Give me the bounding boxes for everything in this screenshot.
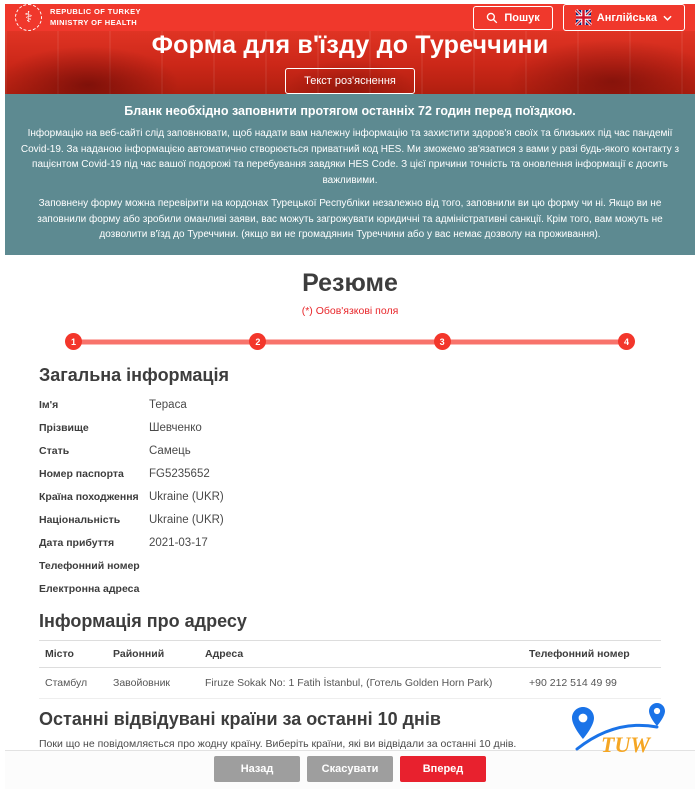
- field-row-passport-number: [39, 463, 661, 486]
- step-2[interactable]: 2: [249, 333, 266, 350]
- brand-line1: REPUBLIC OF TURKEY: [50, 7, 141, 17]
- topbar-actions: [473, 4, 685, 31]
- step-1[interactable]: 1: [65, 333, 82, 350]
- column-header-city: Місто: [39, 640, 107, 667]
- column-header-district: Районний: [107, 640, 199, 667]
- search-button[interactable]: [473, 6, 552, 30]
- field-value: Шевченко: [149, 422, 202, 434]
- required-fields-note: (*) Обов'язкові поля: [301, 304, 399, 317]
- language-label: Англійська: [596, 11, 657, 24]
- notice-banner: [5, 94, 695, 255]
- address-info-title: Інформація про адресу: [39, 610, 247, 631]
- field-label: Телефонний номер: [39, 560, 140, 572]
- search-icon: [486, 12, 498, 24]
- field-label: Національність: [39, 514, 121, 526]
- cell-district: Завойовник: [107, 667, 199, 698]
- field-row-nationality: [39, 509, 661, 532]
- main-content: [5, 255, 695, 757]
- field-label: Дата прибуття: [39, 537, 115, 549]
- ministry-of-health-logo-icon: ⚕: [15, 4, 42, 31]
- notice-title: Бланк необхідно заповнити протягом останніх 72 годин перед поїздкою.: [124, 104, 576, 118]
- tuw-logo: [563, 703, 671, 760]
- cell-address: Firuze Sokak No: 1 Fatih İstanbul, (Готель Golden Horn Park): [199, 667, 523, 698]
- language-selector[interactable]: [563, 4, 685, 31]
- column-header-phone: Телефонний номер: [523, 640, 661, 667]
- step-4[interactable]: 4: [618, 333, 635, 350]
- field-row-phone-number: [39, 555, 661, 578]
- tuw-logo-icon: [563, 703, 671, 755]
- cell-city: Стамбул: [39, 667, 107, 698]
- field-value: Ukraine (UKR): [149, 514, 224, 526]
- general-info-title: Загальна інформація: [39, 364, 229, 385]
- search-label: Пошук: [504, 11, 540, 24]
- cancel-button[interactable]: Скасувати: [307, 756, 393, 782]
- progress-track: [71, 339, 629, 344]
- explanation-text-button[interactable]: Текст роз'яснення: [285, 68, 415, 94]
- field-row-email: [39, 578, 661, 601]
- column-header-address: Адреса: [199, 640, 523, 667]
- page-title: Форма для в'їзду до Туреччини: [151, 31, 549, 59]
- field-value: Тераса: [149, 399, 187, 411]
- field-label: Електронна адреса: [39, 583, 140, 595]
- progress-steps: [65, 333, 635, 351]
- page: [5, 4, 695, 775]
- visited-countries-section: [5, 708, 695, 757]
- field-label: Прізвище: [39, 422, 89, 434]
- visited-countries-empty-message: Поки що не повідомляється про жодну країну. Виберіть країни, які ви відвідали за останні 10 днів.: [39, 737, 517, 750]
- uk-flag-icon: [576, 10, 591, 25]
- cell-phone: +90 212 514 49 99: [523, 667, 661, 698]
- field-label: Номер паспорта: [39, 468, 124, 480]
- field-row-arrival-date: [39, 532, 661, 555]
- field-row-gender: [39, 440, 661, 463]
- address-table-header: [39, 640, 661, 667]
- visited-countries-title: Останні відвідувані країни за останні 10 днів: [39, 708, 441, 729]
- field-row-country-of-origin: [39, 486, 661, 509]
- address-table: [39, 640, 661, 699]
- next-button[interactable]: Вперед: [400, 756, 486, 782]
- address-info-section: [5, 611, 695, 699]
- summary-title: Резюме: [302, 268, 398, 297]
- general-info-section: [5, 365, 695, 601]
- brand-line2: MINISTRY OF HEALTH: [50, 17, 138, 27]
- field-value: FG5235652: [149, 468, 210, 480]
- brand-text: [50, 7, 141, 27]
- notice-paragraph-2: Заповнену форму можна перевірити на кордонах Турецької Республіки незалежно від того, заповнили ви цю форму чи ні. Якщо ви не заповнили форму або зробили оманливі заяви, вас можуть загрожувати юридичні та адміністративні санкції. Крім того, вам можуть не дозволити в'їзд до Туреччини. (якщо ви не громадянин Туреччини або у вас немає дозволу на проживання).: [37, 198, 663, 240]
- field-label: Стать: [39, 445, 70, 457]
- tuw-logo-text: TUW: [601, 731, 650, 757]
- field-label: Країна походження: [39, 491, 139, 503]
- field-row-first-name: [39, 394, 661, 417]
- header-bar: [5, 4, 695, 31]
- field-value: Ukraine (UKR): [149, 491, 224, 503]
- step-3[interactable]: 3: [434, 333, 451, 350]
- field-value: 2021-03-17: [149, 537, 208, 549]
- notice-paragraph-1: Інформацію на веб-сайті слід заповнювати, щоб надати вам належну інформацію та захистити здоров'я своїх та близьких під час пандемії Covid-19. За наданою інформацією автоматично створюється приватний код HES. Ми зможемо зв'язатися з вами у разі будь-якого контакту з пацієнтом Covid-19 під час вашої подорожі та перебування завдяки HES Code. З цієї причини точність та оновлення інформації є досить важливими.: [20, 128, 680, 186]
- field-label: Ім'я: [39, 399, 59, 411]
- back-button[interactable]: Назад: [214, 756, 300, 782]
- field-row-last-name: [39, 417, 661, 440]
- address-table-row: [39, 667, 661, 698]
- ministry-brand[interactable]: [15, 4, 141, 31]
- hero-banner: [5, 31, 695, 94]
- chevron-down-icon: [663, 15, 672, 21]
- field-value: Самець: [149, 445, 191, 457]
